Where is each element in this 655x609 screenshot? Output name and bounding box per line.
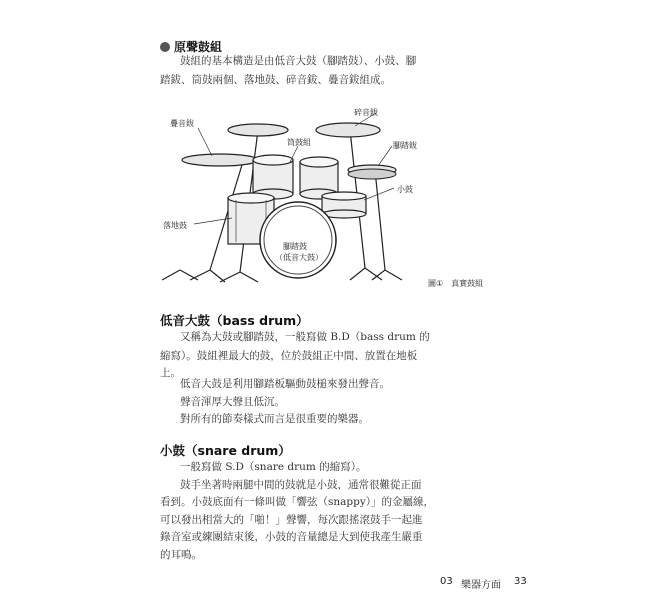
footer-chapter-title: 樂器方面 xyxy=(461,580,501,591)
hihat-stand xyxy=(375,170,385,270)
snare-line-3: 看到。小鼓底面有一條叫做「響弦（snappy）」的金屬線， xyxy=(160,496,435,508)
intro-line-1: 鼓組的基本構造是由低音大鼓（腳踏鼓）、小鼓、腳 xyxy=(180,55,417,67)
intro-line-2: 踏鈸、筒鼓兩個、落地鼓、碎音鈸、疊音鈸組成。 xyxy=(160,74,391,86)
bass-line-6: 對所有的節奏樣式而言是很重要的樂器。 xyxy=(180,413,369,425)
label-stack-cymbal: 疊音鈸 xyxy=(170,119,194,128)
snare-line-6: 的耳鳴。 xyxy=(160,549,202,561)
snare-line-2: 鼓手坐著時兩腿中間的鼓就是小鼓，通常很難從正面 xyxy=(180,479,422,491)
stack-cymbal xyxy=(182,154,258,166)
footer-chapter-number: 03 xyxy=(440,576,453,587)
label-bass-drum-2: （低音大鼓） xyxy=(275,253,323,262)
label-hihat: 腳踏鈸 xyxy=(393,141,417,150)
heading-snare-drum: 小鼓（snare drum） xyxy=(160,443,291,458)
bullet-icon xyxy=(160,42,170,52)
bass-line-4: 低音大鼓是利用腳踏板驅動鼓槌來發出聲音。 xyxy=(180,378,390,390)
figure-caption: 圖① 真實鼓組 xyxy=(428,279,484,288)
footer-page-number: 33 xyxy=(514,576,527,587)
label-bass-drum-1: 腳踏鼓 xyxy=(283,242,307,251)
snare-line-4: 可以發出相當大的「啪！」聲響，每次跟搖滾鼓手一起進 xyxy=(160,514,423,526)
bass-line-1: 又稱為大鼓或腳踏鼓，一般寫做 B.D（bass drum 的 xyxy=(180,331,430,343)
label-snare: 小鼓 xyxy=(397,185,413,194)
snare-line-5: 錄音室或練團結束後，小鼓的音量總是大到使我產生嚴重 xyxy=(160,531,423,543)
hihat-cymbal-bottom xyxy=(348,169,396,179)
bass-line-3: 上。 xyxy=(160,367,181,379)
bass-line-5: 聲音渾厚大聲且低沉。 xyxy=(180,396,285,408)
section-title-text: 原聲鼓組 xyxy=(174,40,223,54)
crash-cymbal-left xyxy=(228,124,288,136)
snare-line-1: 一般寫做 S.D（snare drum 的縮寫）。 xyxy=(180,461,367,473)
crash-cymbal-right xyxy=(316,123,380,137)
label-toms: 筒鼓組 xyxy=(287,138,311,147)
bass-drum-shape xyxy=(260,202,336,278)
label-floor-tom: 落地鼓 xyxy=(163,221,187,230)
bass-line-2: 縮寫）。鼓組裡最大的鼓，位於鼓組正中間、放置在地板 xyxy=(160,350,418,362)
heading-bass-drum: 低音大鼓（bass drum） xyxy=(160,313,309,328)
label-crash-cymbal: 碎音鈸 xyxy=(354,108,378,117)
